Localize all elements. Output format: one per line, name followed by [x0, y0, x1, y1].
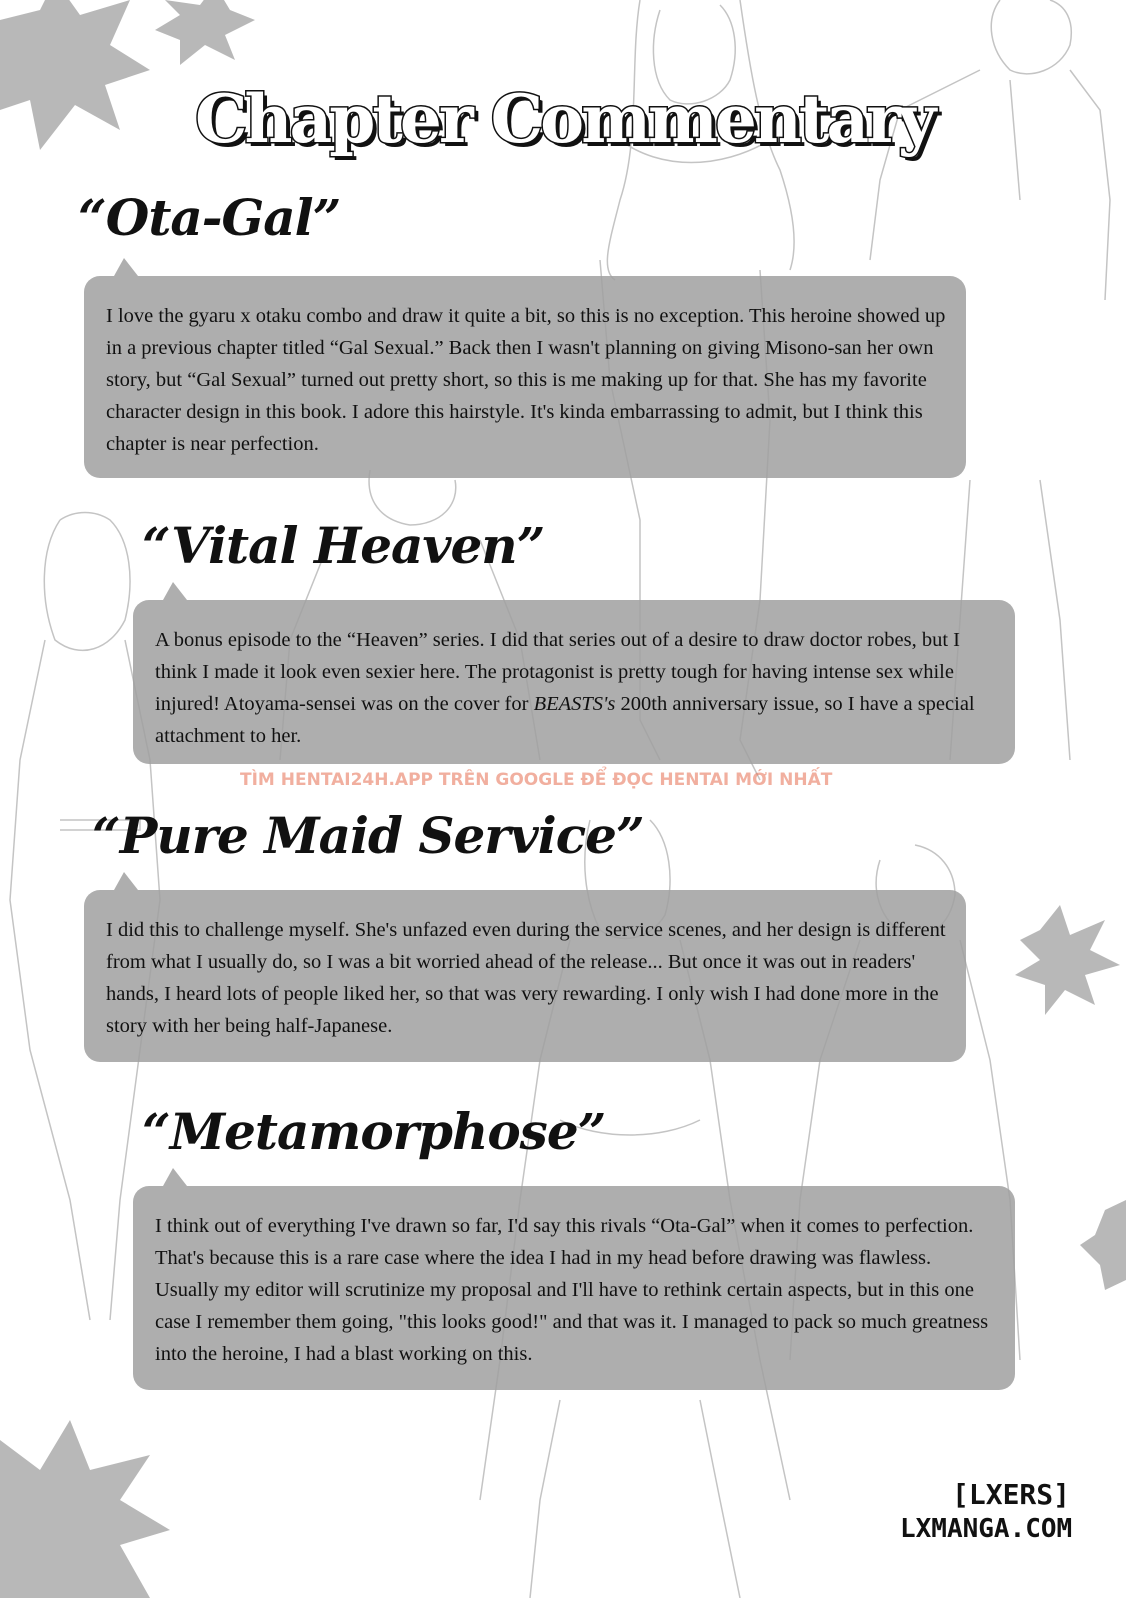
- starburst-top-left: [0, 0, 150, 150]
- starburst-right-middle: [1015, 905, 1120, 1015]
- commentary-text-metamorphose: I think out of everything I've drawn so far, I'd say this rivals “Ota-Gal” when it comes to perfection. That's because this is a rare case where the idea I had in my head before drawing was flawless. Usually my editor will scrutinize my proposal and I'll have to rethink certain aspects, but in this one case I remember them going, "this looks good!" and that was it. I managed to pack so much greatness into the heroine, I had a blast working on this.: [155, 1215, 989, 1365]
- commentary-bubble-pure-maid-service: [84, 890, 966, 1062]
- starburst-bottom-left: [0, 1420, 170, 1598]
- starburst-right-lower: [1080, 1200, 1126, 1290]
- starburst-top-center: [155, 0, 255, 65]
- commentary-text-ota-gal: I love the gyaru x otaku combo and draw it quite a bit, so this is no exception. This heroine showed up in a previous chapter titled “Gal Sexual.” Back then I wasn't planning on giving Misono-san her own story, but “Gal Sexual” turned out pretty short, so this is me making up for that. She has my favorite character design in this book. I adore this hairstyle. It's kinda embarrassing to admit, but I think this chapter is near perfection.: [106, 305, 946, 455]
- commentary-text-vital-heaven-part1: A bonus episode to the “Heaven” series. I did that series out of a desire to draw doctor robes, but I think I made it look even sexier here. The protagonist is pretty tough for having intense sex while injured! Atoyama-sensei was on the cover for: [155, 629, 960, 715]
- commentary-bubble-metamorphose: [133, 1186, 1015, 1390]
- section-heading-vital-heaven: “Vital Heaven”: [142, 516, 545, 575]
- section-heading-pure-maid-service: “Pure Maid Service”: [92, 806, 644, 865]
- credit-site: LXMANGA.COM: [900, 1514, 1073, 1544]
- section-heading-metamorphose: “Metamorphose”: [142, 1102, 606, 1161]
- commentary-text-vital-heaven-part2: 200th anniversary issue, so I have a special attachment to her.: [155, 693, 975, 747]
- section-heading-ota-gal: “Ota-Gal”: [78, 188, 341, 247]
- commentary-text-pure-maid-service: I did this to challenge myself. She's unfazed even during the service scenes, and her design is different from what I usually do, so I was a bit worried ahead of the release... But once it was out in readers' hands, I heard lots of people liked her, so that was very rewarding. I only wish I had done more in the story with her being half-Japanese.: [106, 919, 946, 1037]
- credit-group: [LXERS]: [952, 1478, 1071, 1511]
- page-title: Chapter Commentary: [195, 80, 934, 158]
- commentary-text-vital-heaven: [155, 624, 995, 752]
- commentary-bubble-vital-heaven: [133, 600, 1015, 764]
- watermark-text: TÌM HENTAI24H.APP TRÊN GOOGLE ĐỂ ĐỌC HENTAI MỚI NHẤT: [240, 770, 833, 790]
- commentary-bubble-ota-gal: [84, 276, 966, 478]
- commentary-text-vital-heaven-italic: BEASTS's: [533, 693, 616, 715]
